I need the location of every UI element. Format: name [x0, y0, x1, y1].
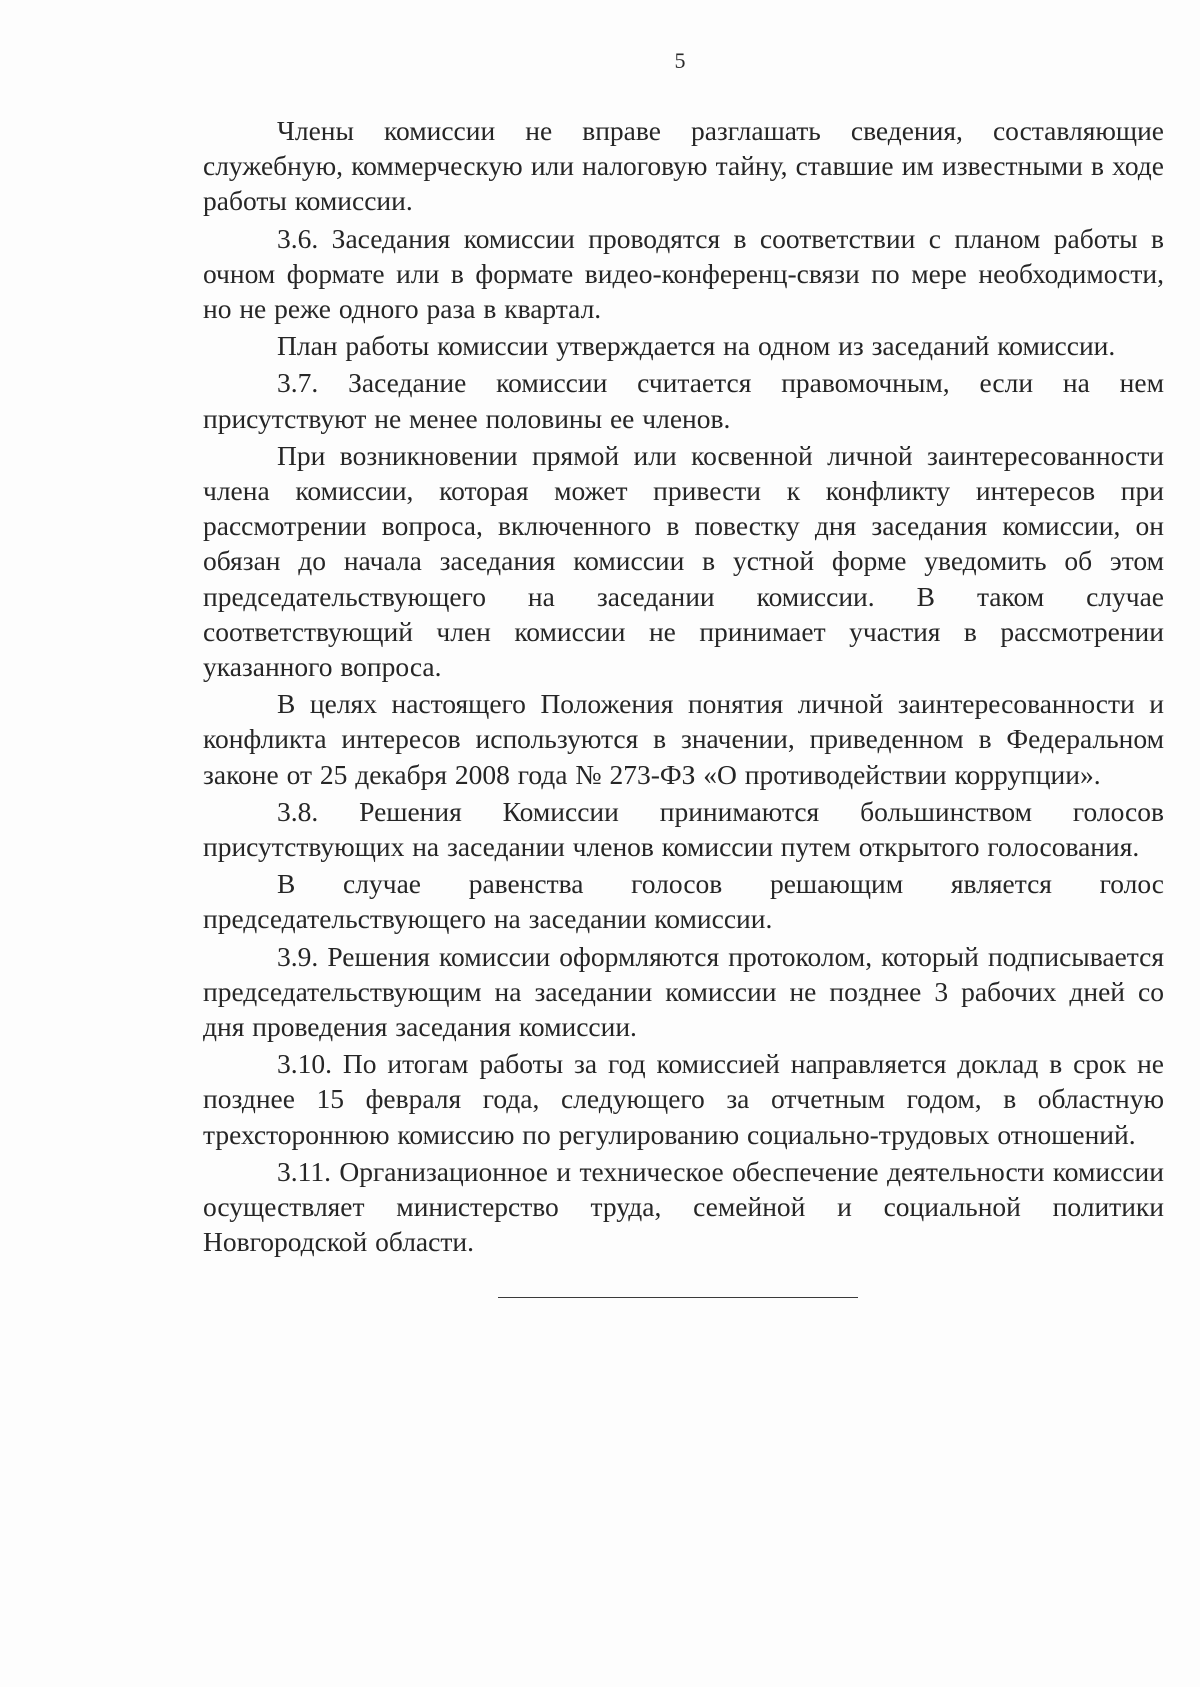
paragraph-confidentiality: Члены комиссии не вправе разглашать сведения, составляющие служебную, коммерческую или налоговую тайну, ставшие им известными в ходе работы комиссии. — [203, 115, 1164, 217]
paragraph-3-10-report: 3.10. По итогам работы за год комиссией направляется доклад в срок не позднее 15 февраля года, следующего за отчетным годом, в областную трехстороннюю комиссию по регулированию социально-трудовых отношений. — [203, 1048, 1164, 1150]
paragraph-work-plan: План работы комиссии утверждается на одном из заседаний комиссии. — [277, 330, 1116, 362]
paragraph-tie-vote: В случае равенства голосов решающим является голос председательствующего на заседании комиссии. — [203, 868, 1164, 935]
paragraph-3-9-protocol: 3.9. Решения комиссии оформляются протоколом, который подписывается председательствующим на заседании комиссии не позднее 3 рабочих дней со дня проведения заседания комиссии. — [203, 940, 1164, 1043]
document-body — [203, 113, 1164, 1260]
paragraph-definitions: В целях настоящего Положения понятия личной заинтересованности и конфликта интересов используются в значении, приведенном в Федеральном законе от 25 декабря 2008 года № 273-ФЗ «О противодействии коррупции». — [203, 688, 1164, 790]
end-of-document-divider — [498, 1297, 858, 1298]
paragraph-conflict-of-interest: При возникновении прямой или косвенной личной заинтересованности члена комиссии, которая может привести к конфликту интересов при рассмотрении вопроса, включенного в повестку дня заседания комиссии, он обязан до начала заседания комиссии в устной форме уведомить об этом председательствующего на заседании комиссии. В таком случае соответствующий член комиссии не принимает участия в рассмотрении указанного вопроса. — [203, 439, 1164, 683]
paragraph-3-8-decisions: 3.8. Решения Комиссии принимаются большинством голосов присутствующих на заседании членов комиссии путем открытого голосования. — [203, 795, 1164, 863]
page-number: 5 — [674, 48, 686, 73]
paragraph-3-6-meetings: 3.6. Заседания комиссии проводятся в соответствии с планом работы в очном формате или в формате видео-конференц-связи по мере необходимости, но не реже одного раза в квартал. — [203, 222, 1164, 325]
paragraph-3-11-support: 3.11. Организационное и техническое обеспечение деятельности комиссии осуществляет министерство труда, семейной и социальной политики Новгородской области. — [203, 1155, 1164, 1258]
paragraph-3-7-quorum: 3.7. Заседание комиссии считается правомочным, если на нем присутствуют не менее половины ее членов. — [203, 367, 1164, 434]
